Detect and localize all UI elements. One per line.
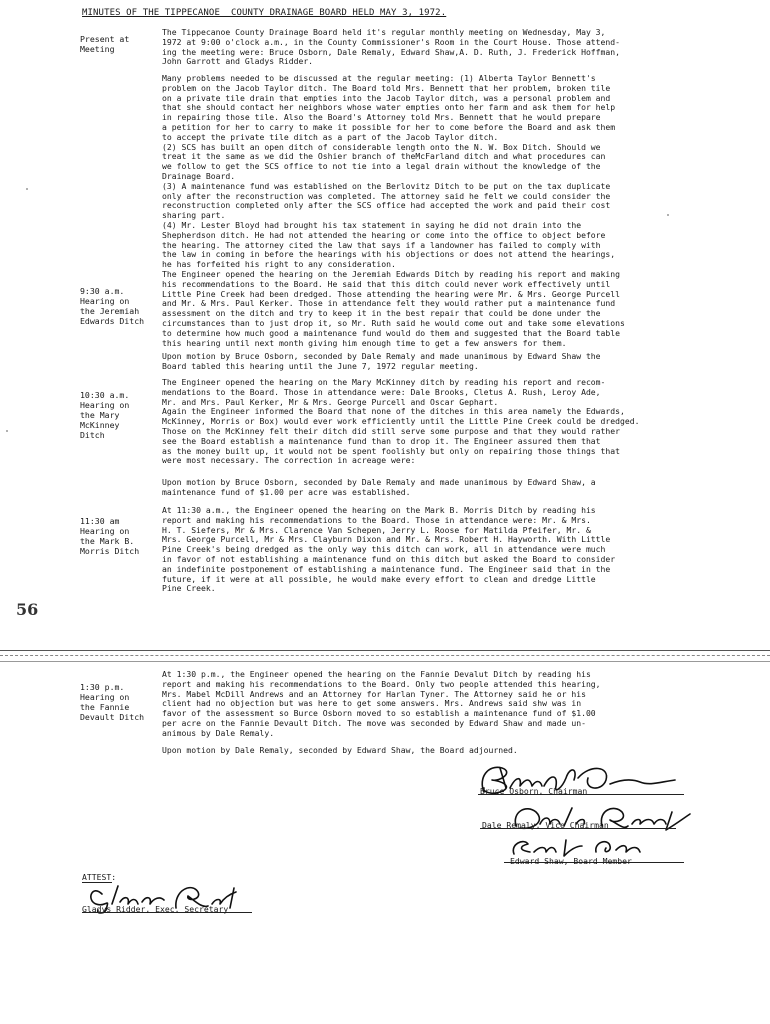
chairman-name: Bruce Osborn, Chairman [480, 786, 588, 796]
vice-chairman-name: Dale Remaly, Vice Chairman [482, 820, 609, 830]
margin-note-morris: 11:30 am Hearing on the Mark B. Morris Ditch [80, 516, 140, 556]
scan-speck [6, 430, 8, 432]
paragraph-problems: Many problems needed to be discussed at the regular meeting: (1) Alberta Taylor Bennett's problem on the Jacob Taylor ditch. The Board told Mrs. Bennett that her problem, broken tile on a private tile drain that empties into the Jacob Taylor ditch, was a personal problem and that she should contact her neighbors whose water empties onto her farm and ask them for help in repairing those tile. Also the Board's Attorney told Mrs. Bennett that he would prepare a petition for her to carry to make it possible for her to come before the Board and ask them to accept the private tile ditch as a part of the Jacob Taylor ditch. (2) SCS has built an open ditch of considerable length onto the N. W. Box Ditch. Should we treat it the same as we did the Oshier branch of theMcFarland ditch and what procedures can we follow to get the SCS office to not tie into a legal drain without the knowledge of the Drainage Board. (3) A maintenance fund was established on the Berlovitz Ditch to be put on the tax duplicate only after the reconstruction was completed. The attorney said he felt we could consider the reconstruction completed only after the SCS office had accepted the work and paid their cost sharing part. (4) Mr. Lester Bloyd had brought his tax statement in saying he did not drain into the Shepherdson ditch. He had not attended the hearing or come into the office to object before the hearing. The attorney cited the law that says if a landowner has failed to comply with the law in coming in before the hearings with his objections or does not attend the hearings, he has forfeited his right to any consideration. [162, 73, 616, 270]
margin-note-devault: 1:30 p.m. Hearing on the Fannie Devault Ditch [80, 682, 145, 722]
attest-label: ATTEST: [82, 872, 117, 882]
page-divider-middle [0, 655, 770, 656]
paragraph-motion-fund: Upon motion by Bruce Osborn, seconded by Dale Remaly and made unanimous by Edward Shaw, a maintenance fund of $1.00 per acre was established. [162, 477, 596, 497]
scan-speck [26, 188, 28, 190]
page-divider-bottom [0, 661, 770, 662]
paragraph-morris: At 11:30 a.m., the Engineer opened the hearing on the Mark B. Morris Ditch by reading his report and making his recommendations to the Board. Those in attendance were: Mr. & Mrs. H. T. Siefers, Mr & Mrs. Clarence Van Schepen, Jerry L. Roose for Matilda Pfeifer, Mr. & Mrs. George Purcell, Mr & Mrs. Clayburn Dixon and Mr. & Mrs. Robert H. Hayworth. With Little Pine Creek's being dredged as the only way this ditch can work, all in attendance were much in favor of not establishing a maintenance fund on this ditch but asked the Board to consider an indefinite postponement of establishing a maintenance fund. The Engineer said that in the future, if it were at all possible, he would make every effort to clean and dredge Little Pine Creek. [162, 505, 616, 594]
board-member-name: Edward Shaw, Board Member [510, 856, 632, 866]
paragraph-adjourned: Upon motion by Dale Remaly, seconded by Edward Shaw, the Board adjourned. [162, 745, 518, 755]
paragraph-edwards: The Engineer opened the hearing on the Jeremiah Edwards Ditch by reading his report and making his recommendations to the Board. He said that this ditch could never work effectively until Little Pine Creek had been dredged. Those attending the hearing were Mr. & Mrs. George Purcell and Mr. & Mrs. Paul Kerker. Those in attendance felt they would rather put a maintenance fund assessment on the ditch and try to keep it in the best repair that could be done under the circumstances than to just drop it, so Mr. Ruth said he would come out and take some elevations to determine how much good a maintenance fund would do them and suggested that the Board table this hearing until next month giving him enough time to get a few answers for them. [162, 269, 625, 348]
page-number: 56 [16, 600, 39, 619]
paragraph-present: The Tippecanoe County Drainage Board held it's regular monthly meeting on Wednesday, May 3, 1972 at 9:00 o'clock a.m., in the County Commissioner's Room in the Court House. Those attend- ing the meeting were: Bruce Osborn, Dale Remaly, Edward Shaw,A. D. Ruth, J. Frederick Hoffman, John Garrott and Gladys Ridder. [162, 27, 621, 67]
secretary-name: Gladys Ridder, Exec. Secretary [82, 904, 229, 914]
margin-note-edwards: 9:30 a.m. Hearing on the Jeremiah Edwards Ditch [80, 286, 145, 326]
margin-note-mckinney: 10:30 a.m. Hearing on the Mary McKinney Ditch [80, 390, 130, 440]
page-title: MINUTES OF THE TIPPECANOE COUNTY DRAINAGE BOARD HELD MAY 3, 1972. [82, 8, 447, 18]
scan-speck [667, 214, 669, 216]
margin-note-present: Present at Meeting [80, 34, 130, 54]
paragraph-devault: At 1:30 p.m., the Engineer opened the hearing on the Fannie Devalut Ditch by reading his report and making his recommendations to the Board. Only two people attended this hearing, Mrs. Mabel McDill Andrews and an Attorney for Harlan Tyner. The Attorney said he or his client had no objection but was here to get some answers. Mrs. Andrews said shw was in favor of the assessment so Burce Osborn moved to so establish a maintenance fund of $1.00 per acre on the Fannie Devault Ditch. The move was seconded by Edward Shaw and made un- animous by Dale Remaly. [162, 669, 601, 738]
page-divider-top [0, 650, 770, 651]
paragraph-mckinney: The Engineer opened the hearing on the Mary McKinney ditch by reading his report and recom- mendations to the Board. Those in attendance were: Dale Brooks, Cletus A. Rush, Leroy Ade, Mr. and Mrs. Paul Kerker, Mr & Mrs. George Purcell and Oscar Gephart. Again the Engineer informed the Board that none of the ditches in this area namely the Edwards, McKinney, Morris or Box) would ever work efficiently until the Little Pine Creek could be dredged. Those on the McKinney felt their ditch did still serve some purpose and that they would rather see the Board establish a maintenance fund than to drop it. The Engineer assured them that as the money built up, it would not be spent foolishly but only on repairing those things that were most necessary. The correction in acreage were: [162, 377, 640, 466]
paragraph-motion-tabled: Upon motion by Bruce Osborn, seconded by Dale Remaly and made unanimous by Edward Shaw the Board tabled this hearing until the June 7, 1972 regular meeting. [162, 351, 601, 371]
